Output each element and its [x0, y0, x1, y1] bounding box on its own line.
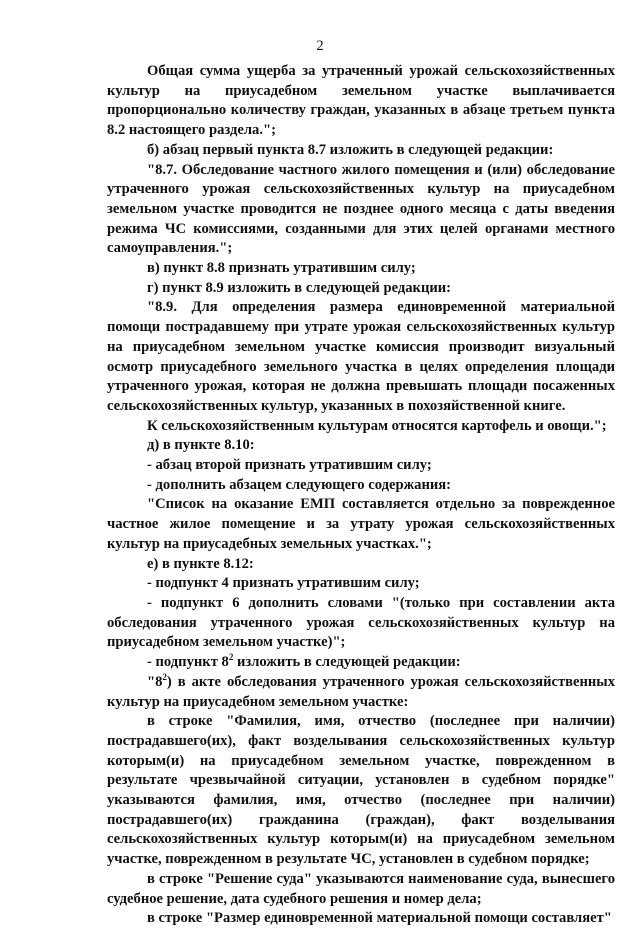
paragraph: "Список на оказание ЕМП составляется отдельно за поврежденное частное жилое помещение и за утрату урожая сельскохозяйственных культур на приусадебных земельных участках.";	[107, 496, 615, 552]
text-run: - подпункт 8	[147, 654, 229, 671]
paragraph	[107, 653, 615, 673]
paragraph: - дополнить абзацем следующего содержания:	[147, 476, 452, 493]
text-run: ) в акте обследования утраченного урожая сельскохозяйственных культур на приусадебном земельном участке:	[107, 673, 615, 710]
paragraph: - абзац второй признать утратившим силу;	[147, 457, 432, 474]
paragraph: "8.9. Для определения размера единовременной материальной помощи пострадавшему при утрате урожая сельскохозяйственных культур на приусадебном земельном участке комиссия производит визуальный осмотр приусадебного земельного участка в целях определения площади утраченного урожая, которая не должна превышать площади посаженных сельскохозяйственных культур, указанных в похозяйственной книге.	[107, 299, 615, 414]
page-number: 2	[316, 38, 324, 54]
document-body	[107, 62, 615, 929]
text-run: изложить в следующей редакции:	[233, 654, 461, 671]
paragraph: в строке "Решение суда" указываются наименование суда, вынесшего судебное решение, дата судебного решения и номер дела;	[107, 870, 615, 907]
paragraph: Общая сумма ущерба за утраченный урожай сельскохозяйственных культур на приусадебном земельном участке выплачивается пропорционально количеству граждан, указанных в абзаце третьем пункта 8.2 настоящего раздела.";	[107, 63, 615, 139]
paragraph: "8.7. Обследование частного жилого помещения и (или) обследование утраченного урожая сельскохозяйственных культур на приусадебном земельном участке проводится не позднее одного месяца с даты введения режима ЧС комиссиями, созданными для этих целей органами местного самоуправления.";	[107, 161, 615, 257]
paragraph: д) в пункте 8.10:	[147, 437, 255, 454]
paragraph: в строке "Фамилия, имя, отчество (последнее при наличии) пострадавшего(их), факт возделывания сельскохозяйственных культур которым(и) на приусадебном земельном участке, поврежденном в результате чрезвычайной ситуации, установлен в судебном порядке" указываются фамилия, имя, отчество (последнее при наличии) пострадавшего(их) гражданина (граждан), факт возделывания сельскохозяйственных культур которым(и) на приусадебном земельном участке, поврежденном в результате ЧС, установлен в судебном порядке;	[107, 713, 615, 868]
superscript: 2	[162, 671, 167, 682]
paragraph: в) пункт 8.8 признать утратившим силу;	[147, 260, 416, 277]
paragraph	[107, 673, 615, 712]
text-run: "8	[147, 673, 163, 690]
paragraph: г) пункт 8.9 изложить в следующей редакции:	[147, 279, 452, 296]
paragraph: е) в пункте 8.12:	[147, 555, 254, 572]
paragraph: К сельскохозяйственным культурам относятся картофель и овощи.";	[147, 417, 607, 434]
paragraph: - подпункт 6 дополнить словами "(только при составлении акта обследования утраченного урожая сельскохозяйственных культур на приусадебном земельном участке)";	[107, 594, 615, 651]
paragraph: в строке "Размер единовременной материальной помощи составляет"	[147, 910, 612, 927]
paragraph: - подпункт 4 признать утратившим силу;	[147, 575, 420, 592]
paragraph: б) абзац первый пункта 8.7 изложить в следующей редакции:	[147, 141, 554, 158]
superscript: 2	[228, 652, 234, 663]
